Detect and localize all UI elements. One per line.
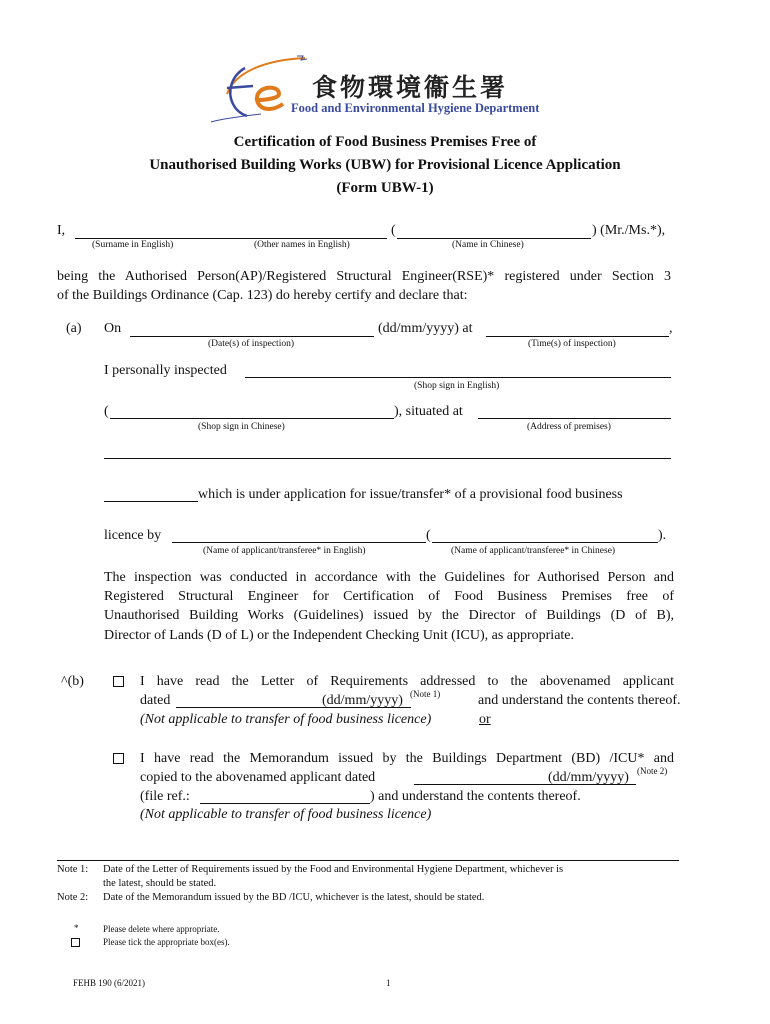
asterisk-legend: Please delete where appropriate. bbox=[103, 924, 220, 934]
option2-file-ref: (file ref.: bbox=[140, 789, 190, 804]
caption-time: (Time(s) of inspection) bbox=[528, 339, 616, 349]
guidelines-para-line4: Director of Lands (D of L) or the Independent Checking Unit (ICU), as appropriate. bbox=[104, 628, 575, 643]
comma: , bbox=[669, 321, 673, 336]
title-suffix: ) (Mr./Ms.*), bbox=[592, 223, 666, 238]
address-field-line3[interactable] bbox=[104, 501, 198, 502]
applicant-cn-open-paren: ( bbox=[426, 528, 431, 543]
option2-line2: copied to the abovenamed applicant dated bbox=[140, 770, 376, 785]
note2-label: Note 2: bbox=[57, 892, 89, 903]
legend-checkbox-icon bbox=[71, 938, 80, 947]
asterisk-symbol: * bbox=[74, 923, 79, 933]
section-a-label: (a) bbox=[66, 321, 82, 336]
applicant-close: ). bbox=[658, 528, 667, 543]
shop-sign-chinese-field[interactable] bbox=[110, 418, 394, 419]
inspection-time-field[interactable] bbox=[486, 336, 669, 337]
address-field-line2[interactable] bbox=[104, 458, 671, 459]
caption-chinese-name: (Name in Chinese) bbox=[452, 240, 524, 250]
caption-surname: (Surname in English) bbox=[92, 240, 174, 250]
shop-sign-english-field[interactable] bbox=[245, 377, 671, 378]
guidelines-para-line1: The inspection was conducted in accordance with the Guidelines for Authorised Person and bbox=[104, 570, 674, 585]
org-english-name: Food and Environmental Hygiene Department bbox=[291, 101, 540, 115]
caption-date: (Date(s) of inspection) bbox=[208, 339, 294, 349]
guidelines-para-line2: Registered Structural Engineer for Certification of Food Business Premises free of bbox=[104, 589, 674, 604]
intro-line2: of the Buildings Ordinance (Cap. 123) do hereby certify and declare that: bbox=[57, 288, 468, 303]
chinese-open-paren: ( bbox=[391, 223, 396, 238]
form-title-line1: Certification of Food Business Premises Free of bbox=[233, 134, 537, 150]
option1-not-applicable: (Not applicable to transfer of food business licence) bbox=[140, 712, 432, 727]
option1-checkbox[interactable] bbox=[113, 676, 124, 687]
option2-format: (dd/mm/yyyy) bbox=[548, 770, 629, 785]
option1-line1: I have read the Letter of Requirements addressed to the abovenamed applicant bbox=[140, 674, 674, 689]
licence-by-label: licence by bbox=[104, 528, 162, 543]
applicant-chinese-field[interactable] bbox=[432, 542, 658, 543]
caption-address: (Address of premises) bbox=[527, 422, 611, 432]
on-label: On bbox=[104, 321, 122, 336]
section-b-label: ^(b) bbox=[61, 674, 84, 689]
option1-dated: dated bbox=[140, 693, 171, 708]
surname-field[interactable] bbox=[75, 238, 387, 239]
caption-shop-chinese: (Shop sign in Chinese) bbox=[198, 422, 285, 432]
declarant-prefix: I, bbox=[57, 223, 66, 238]
situated-at-label: ), situated at bbox=[394, 404, 463, 419]
option2-not-applicable: (Not applicable to transfer of food business licence) bbox=[140, 807, 432, 822]
org-chinese-name: 食物環境衞生署 bbox=[312, 73, 509, 102]
or-text: or bbox=[479, 712, 491, 727]
option2-checkbox[interactable] bbox=[113, 753, 124, 764]
caption-shop-english: (Shop sign in English) bbox=[414, 381, 500, 391]
caption-applicant-english: (Name of applicant/transferee* in English) bbox=[203, 546, 366, 556]
note1-line1: Date of the Letter of Requirements issued by the Food and Environmental Hygiene Department, whichever is bbox=[103, 864, 564, 875]
inspection-date-field[interactable] bbox=[130, 336, 374, 337]
chinese-name-field[interactable] bbox=[397, 238, 591, 239]
option1-format: (dd/mm/yyyy) bbox=[322, 693, 403, 708]
option2-line1: I have read the Memorandum issued by the Buildings Department (BD) /ICU* and bbox=[140, 751, 674, 766]
intro-line1: being the Authorised Person(AP)/Registered Structural Engineer(RSE)* registered under Section 3 bbox=[57, 269, 671, 284]
under-application-text: which is under application for issue/transfer* of a provisional food business bbox=[198, 487, 623, 502]
caption-applicant-chinese: (Name of applicant/transferee* in Chinese) bbox=[451, 546, 616, 556]
page-number: 1 bbox=[386, 978, 391, 988]
shop-cn-open-paren: ( bbox=[104, 404, 109, 419]
note1-label: Note 1: bbox=[57, 864, 89, 875]
guidelines-para-line3: Unauthorised Building Works (Guidelines) issued by the Director of Buildings (D of B), bbox=[104, 608, 674, 623]
note2-text: Date of the Memorandum issued by the BD /ICU, whichever is the latest, should be stated. bbox=[103, 892, 485, 903]
checkbox-legend: Please tick the appropriate box(es). bbox=[103, 937, 230, 947]
inspected-label: I personally inspected bbox=[104, 363, 227, 378]
form-title-line3: (Form UBW-1) bbox=[336, 180, 434, 196]
option2-rest: ) and understand the contents thereof. bbox=[370, 789, 581, 804]
option2-note-ref: (Note 2) bbox=[637, 766, 668, 776]
fehd-logo bbox=[205, 52, 315, 132]
notes-divider bbox=[57, 860, 679, 861]
caption-other-names: (Other names in English) bbox=[254, 240, 350, 250]
option1-rest: and understand the contents thereof. bbox=[478, 693, 681, 708]
address-field[interactable] bbox=[478, 418, 671, 419]
note1-line2: the latest, should be stated. bbox=[103, 878, 217, 889]
form-title-line2: Unauthorised Building Works (UBW) for Provisional Licence Application bbox=[149, 157, 621, 173]
date-format-label: (dd/mm/yyyy) at bbox=[378, 321, 473, 336]
file-ref-field[interactable] bbox=[200, 803, 370, 804]
applicant-english-field[interactable] bbox=[172, 542, 426, 543]
form-code: FEHB 190 (6/2021) bbox=[73, 978, 145, 988]
option1-note-ref: (Note 1) bbox=[410, 689, 441, 699]
